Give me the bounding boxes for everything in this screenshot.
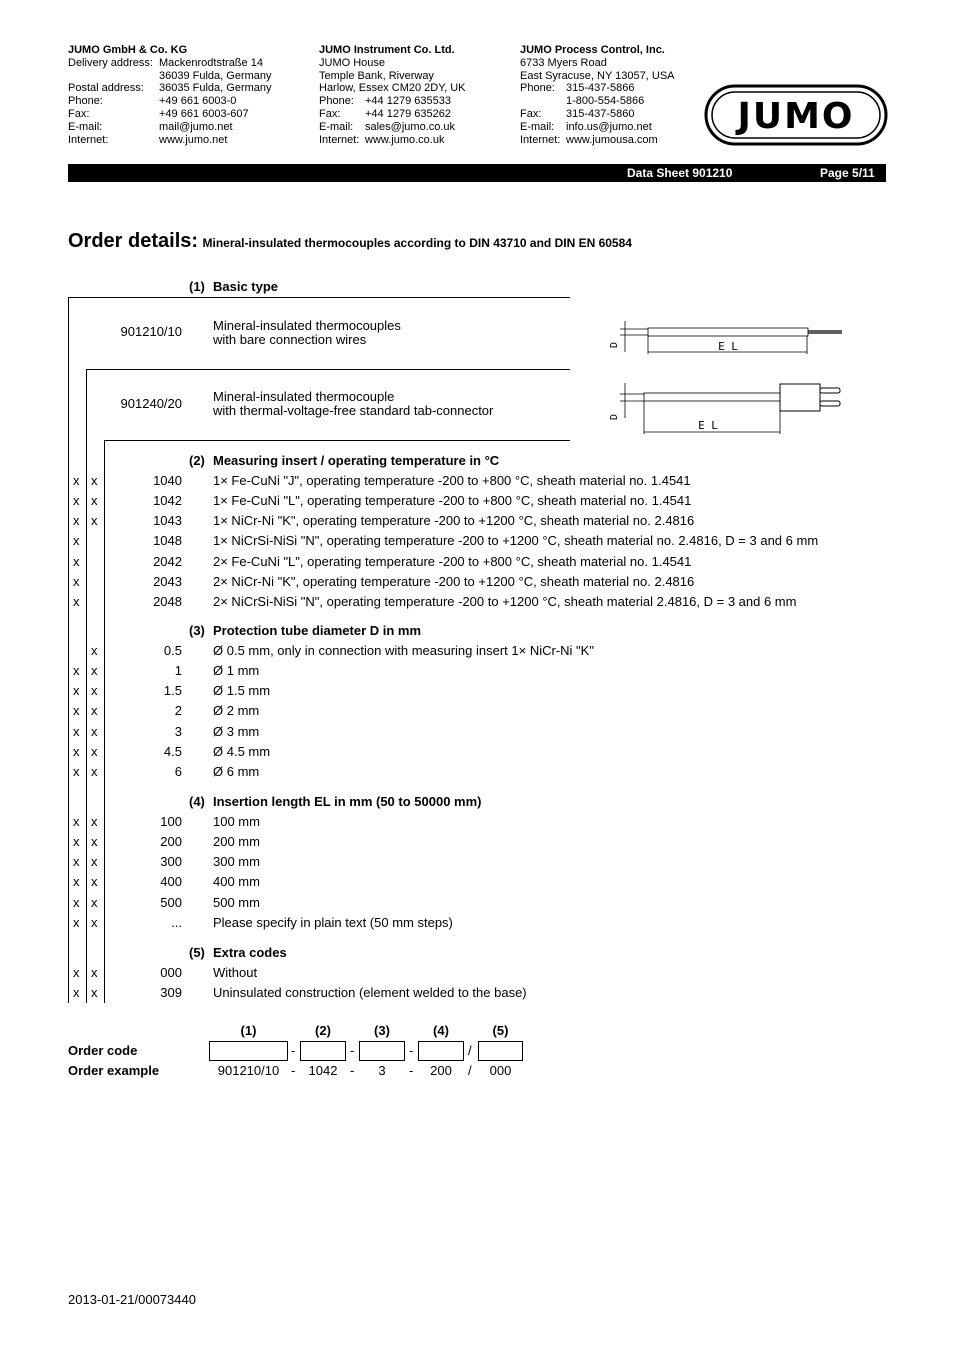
- option-description: Ø 3 mm: [213, 723, 260, 739]
- address-value: mail@jumo.net: [159, 120, 233, 133]
- option-description: Ø 0.5 mm, only in connection with measuring insert 1× NiCr-Ni "K": [213, 643, 594, 659]
- availability-mark: x: [91, 473, 98, 489]
- order-example-value: 1042: [308, 1063, 338, 1078]
- option-code: 100: [160, 814, 182, 830]
- order-column-header: (1): [240, 1023, 257, 1038]
- availability-mark: x: [91, 683, 98, 699]
- section-title: Measuring insert / operating temperature in °C: [213, 453, 500, 468]
- tree-line-3: [104, 440, 105, 1003]
- option-description: 2× NiCr-Ni "K", operating temperature -200 to +1200 °C, sheath material no. 2.4816: [213, 573, 695, 589]
- availability-mark: x: [91, 914, 98, 930]
- basic-code: 901240/20: [120, 396, 182, 411]
- basic-desc: [213, 318, 401, 348]
- address-label: Phone:: [319, 95, 354, 108]
- order-column-header: (2): [315, 1023, 331, 1038]
- jumo-logo: [704, 84, 888, 146]
- option-description: 1× NiCrSi-NiSi "N", operating temperature -200 to +1200 °C, sheath material no. 2.4816, D = 3 and 6 mm: [213, 533, 819, 549]
- option-description: 2× Fe-CuNi "L", operating temperature -200 to +800 °C, sheath material no. 1.4541: [213, 553, 692, 569]
- order-column-header: (4): [433, 1023, 449, 1038]
- order-example-label: Order example: [68, 1063, 160, 1078]
- tree-line-1: [68, 297, 69, 1003]
- address-row: [68, 82, 272, 95]
- address-value: Temple Bank, Riverway: [319, 69, 434, 82]
- option-code: 1.5: [163, 683, 182, 699]
- address-value: 315-437-5866: [566, 82, 635, 95]
- order-column-header: (3): [374, 1023, 390, 1038]
- option-code: 000: [160, 965, 182, 981]
- address-label: Internet:: [319, 133, 360, 146]
- address-value: info.us@jumo.net: [566, 120, 652, 133]
- availability-mark: x: [91, 723, 98, 739]
- tree-line-2: [86, 369, 87, 1003]
- availability-mark: x: [91, 874, 98, 890]
- option-description: Ø 2 mm: [213, 703, 260, 719]
- option-code: 1048: [153, 533, 182, 549]
- address-value: www.jumo.co.uk: [365, 133, 445, 146]
- address-rows: [68, 57, 272, 147]
- address-value: 36039 Fulda, Germany: [159, 69, 272, 82]
- option-description: 300 mm: [213, 854, 260, 870]
- address-label: E-mail:: [319, 120, 354, 133]
- availability-mark: x: [73, 763, 80, 779]
- address-label: Phone:: [68, 95, 103, 108]
- availability-mark: x: [73, 533, 80, 549]
- page-title: [68, 230, 632, 253]
- address-value: Mackenrodtstraße 14: [159, 56, 263, 69]
- section-num: (2): [189, 453, 205, 468]
- desc-line: Mineral-insulated thermocouple: [213, 389, 395, 404]
- option-code: 3: [174, 723, 182, 739]
- section-num: (4): [189, 794, 205, 809]
- option-description: 500 mm: [213, 894, 260, 910]
- dim-el-label: E L: [718, 340, 738, 353]
- address-value: www.jumo.net: [159, 133, 228, 146]
- option-code: 4.5: [163, 743, 182, 759]
- company-name: JUMO Instrument Co. Ltd.: [319, 44, 455, 56]
- company-block-usa: [520, 44, 675, 146]
- order-code-field[interactable]: [359, 1041, 405, 1061]
- address-row: [68, 70, 272, 83]
- order-code-field[interactable]: [209, 1041, 288, 1061]
- address-value: 315-437-5860: [566, 107, 635, 120]
- order-code-field[interactable]: [418, 1041, 464, 1061]
- option-description: 400 mm: [213, 874, 260, 890]
- availability-mark: x: [91, 854, 98, 870]
- drawing-bare-wires: [610, 316, 850, 358]
- option-code: 1042: [153, 493, 182, 509]
- availability-mark: x: [73, 743, 80, 759]
- option-description: 1× Fe-CuNi "L", operating temperature -200 to +800 °C, sheath material no. 1.4541: [213, 493, 692, 509]
- address-label: Fax:: [68, 107, 90, 120]
- section-num: (5): [189, 945, 205, 960]
- address-row: [520, 108, 675, 121]
- address-row: [520, 82, 675, 95]
- order-separator: -: [291, 1043, 296, 1058]
- address-row: [520, 95, 675, 108]
- address-row: [319, 134, 466, 147]
- section-title: Insertion length EL in mm (50 to 50000 mm): [213, 794, 482, 809]
- availability-mark: x: [73, 513, 80, 529]
- option-description: 200 mm: [213, 834, 260, 850]
- availability-mark: x: [73, 663, 80, 679]
- availability-mark: x: [73, 834, 80, 850]
- divider: [86, 369, 570, 370]
- option-description: 1× Fe-CuNi "J", operating temperature -200 to +800 °C, sheath material no. 1.4541: [213, 473, 691, 489]
- option-code: 1: [174, 663, 182, 679]
- address-value: www.jumousa.com: [566, 133, 658, 146]
- availability-mark: x: [91, 643, 98, 659]
- company-block-germany: [68, 44, 272, 146]
- address-value: JUMO House: [319, 56, 386, 69]
- availability-mark: x: [91, 985, 98, 1001]
- option-description: Ø 6 mm: [213, 763, 260, 779]
- section-title: Protection tube diameter D in mm: [213, 623, 422, 638]
- option-code: 200: [160, 834, 182, 850]
- address-row: [520, 121, 675, 134]
- desc-line: Mineral-insulated thermocouples: [213, 318, 401, 333]
- company-name: JUMO GmbH & Co. KG: [68, 44, 188, 56]
- address-label: Fax:: [520, 107, 542, 120]
- availability-mark: x: [91, 703, 98, 719]
- title-main: Order details:: [68, 230, 199, 252]
- availability-mark: x: [73, 493, 80, 509]
- address-row: [68, 134, 272, 147]
- option-code: 6: [174, 763, 182, 779]
- option-code: 1040: [153, 473, 182, 489]
- address-value: +49 661 6003-0: [159, 95, 237, 108]
- dim-el-label: E L: [698, 419, 718, 432]
- address-value: +44 1279 635533: [365, 95, 451, 108]
- option-code: ...: [171, 914, 182, 930]
- availability-mark: x: [73, 894, 80, 910]
- order-example-value: 3: [378, 1063, 386, 1078]
- dim-d-label: D: [610, 341, 620, 348]
- address-row: [319, 95, 466, 108]
- address-row: [68, 121, 272, 134]
- address-row: [520, 70, 675, 83]
- address-value: Harlow, Essex CM20 2DY, UK: [319, 82, 466, 95]
- availability-mark: x: [91, 493, 98, 509]
- option-description: Ø 4.5 mm: [213, 743, 271, 759]
- address-value: +49 661 6003-607: [159, 107, 249, 120]
- availability-mark: x: [73, 703, 80, 719]
- address-value: 6733 Myers Road: [520, 56, 607, 69]
- availability-mark: x: [91, 965, 98, 981]
- option-description: Ø 1.5 mm: [213, 683, 271, 699]
- availability-mark: x: [73, 683, 80, 699]
- address-row: [319, 70, 466, 83]
- company-name: JUMO Process Control, Inc.: [520, 44, 665, 56]
- address-row: [319, 82, 466, 95]
- option-code: 2043: [153, 573, 182, 589]
- datasheet-number: Data Sheet 901210: [627, 166, 733, 180]
- order-separator: -: [409, 1043, 414, 1058]
- availability-mark: x: [91, 743, 98, 759]
- page-number: Page 5/11: [820, 166, 875, 180]
- address-value: 36035 Fulda, Germany: [159, 82, 272, 95]
- option-code: 2042: [153, 553, 182, 569]
- basic-code: 901210/10: [120, 324, 182, 339]
- document-footer-id: 2013-01-21/00073440: [68, 1292, 196, 1307]
- availability-mark: x: [73, 874, 80, 890]
- order-separator: -: [350, 1043, 355, 1058]
- address-label: E-mail:: [68, 120, 103, 133]
- option-description: 100 mm: [213, 814, 260, 830]
- address-rows: [520, 57, 675, 147]
- option-description: Uninsulated construction (element welded to the base): [213, 985, 527, 1001]
- option-code: 300: [160, 854, 182, 870]
- option-code: 2: [174, 703, 182, 719]
- address-label: Phone:: [520, 82, 555, 95]
- divider: [104, 440, 570, 441]
- address-row: [68, 57, 272, 70]
- address-row: [520, 134, 675, 147]
- option-code: 500: [160, 894, 182, 910]
- availability-mark: x: [73, 814, 80, 830]
- address-row: [68, 95, 272, 108]
- availability-mark: x: [91, 834, 98, 850]
- availability-mark: x: [73, 985, 80, 1001]
- availability-mark: x: [73, 553, 80, 569]
- availability-mark: x: [73, 473, 80, 489]
- address-row: [520, 57, 675, 70]
- option-description: 2× NiCrSi-NiSi "N", operating temperature -200 to +1200 °C, sheath material 2.4816, D = 3 and 6 mm: [213, 593, 797, 609]
- option-description: 1× NiCr-Ni "K", operating temperature -200 to +1200 °C, sheath material no. 2.4816: [213, 513, 695, 529]
- address-row: [319, 108, 466, 121]
- availability-mark: x: [91, 814, 98, 830]
- order-code-label: Order code: [68, 1043, 138, 1058]
- order-example-value: 200: [430, 1063, 452, 1078]
- drawing-tab-connector: [610, 378, 850, 436]
- availability-mark: x: [73, 573, 80, 589]
- availability-mark: x: [73, 723, 80, 739]
- order-code-field[interactable]: [300, 1041, 346, 1061]
- dim-d-label: D: [610, 413, 620, 420]
- order-example-value: 000: [489, 1063, 512, 1078]
- address-row: [68, 108, 272, 121]
- order-separator: -: [409, 1063, 414, 1078]
- availability-mark: x: [73, 593, 80, 609]
- option-code: 2048: [153, 593, 182, 609]
- address-label: Postal address:: [68, 82, 144, 95]
- logo-text: JUMO: [737, 96, 855, 137]
- option-code: 400: [160, 874, 182, 890]
- title-sub: Mineral-insulated thermocouples according to DIN 43710 and DIN EN 60584: [202, 236, 632, 250]
- address-rows: [319, 57, 466, 147]
- address-row: [319, 121, 466, 134]
- address-value: 1-800-554-5866: [566, 95, 645, 108]
- section-1-num: (1): [189, 279, 205, 294]
- order-example-value: 901210/10: [217, 1063, 280, 1078]
- address-value: sales@jumo.co.uk: [365, 120, 456, 133]
- desc-line: with thermal-voltage-free standard tab-connector: [213, 403, 494, 418]
- availability-mark: x: [73, 914, 80, 930]
- order-separator: -: [350, 1063, 355, 1078]
- order-column-header: (5): [492, 1023, 509, 1038]
- address-label: Internet:: [520, 133, 561, 146]
- availability-mark: x: [91, 513, 98, 529]
- order-separator: /: [468, 1063, 472, 1078]
- company-block-uk: [319, 44, 466, 146]
- option-description: Without: [213, 965, 258, 981]
- availability-mark: x: [91, 763, 98, 779]
- order-separator: /: [468, 1043, 472, 1058]
- desc-line: with bare connection wires: [213, 332, 367, 347]
- availability-mark: x: [73, 965, 80, 981]
- address-value: East Syracuse, NY 13057, USA: [520, 69, 675, 82]
- basic-desc: [213, 389, 493, 419]
- option-code: 1043: [153, 513, 182, 529]
- option-code: 0.5: [163, 643, 182, 659]
- divider: [68, 297, 570, 298]
- option-description: Please specify in plain text (50 mm steps): [213, 914, 453, 930]
- address-label: Fax:: [319, 107, 341, 120]
- order-separator: -: [291, 1063, 296, 1078]
- address-label: Delivery address:: [68, 56, 153, 69]
- section-1-title: Basic type: [213, 279, 279, 294]
- order-code-field[interactable]: [478, 1041, 523, 1061]
- address-row: [319, 57, 466, 70]
- option-description: Ø 1 mm: [213, 663, 260, 679]
- availability-mark: x: [91, 894, 98, 910]
- datasheet-banner: [68, 164, 886, 182]
- availability-mark: x: [91, 663, 98, 679]
- section-num: (3): [189, 623, 205, 638]
- address-value: +44 1279 635262: [365, 107, 451, 120]
- address-label: Internet:: [68, 133, 109, 146]
- address-label: E-mail:: [520, 120, 555, 133]
- section-title: Extra codes: [213, 945, 287, 960]
- option-code: 309: [160, 985, 182, 1001]
- availability-mark: x: [73, 854, 80, 870]
